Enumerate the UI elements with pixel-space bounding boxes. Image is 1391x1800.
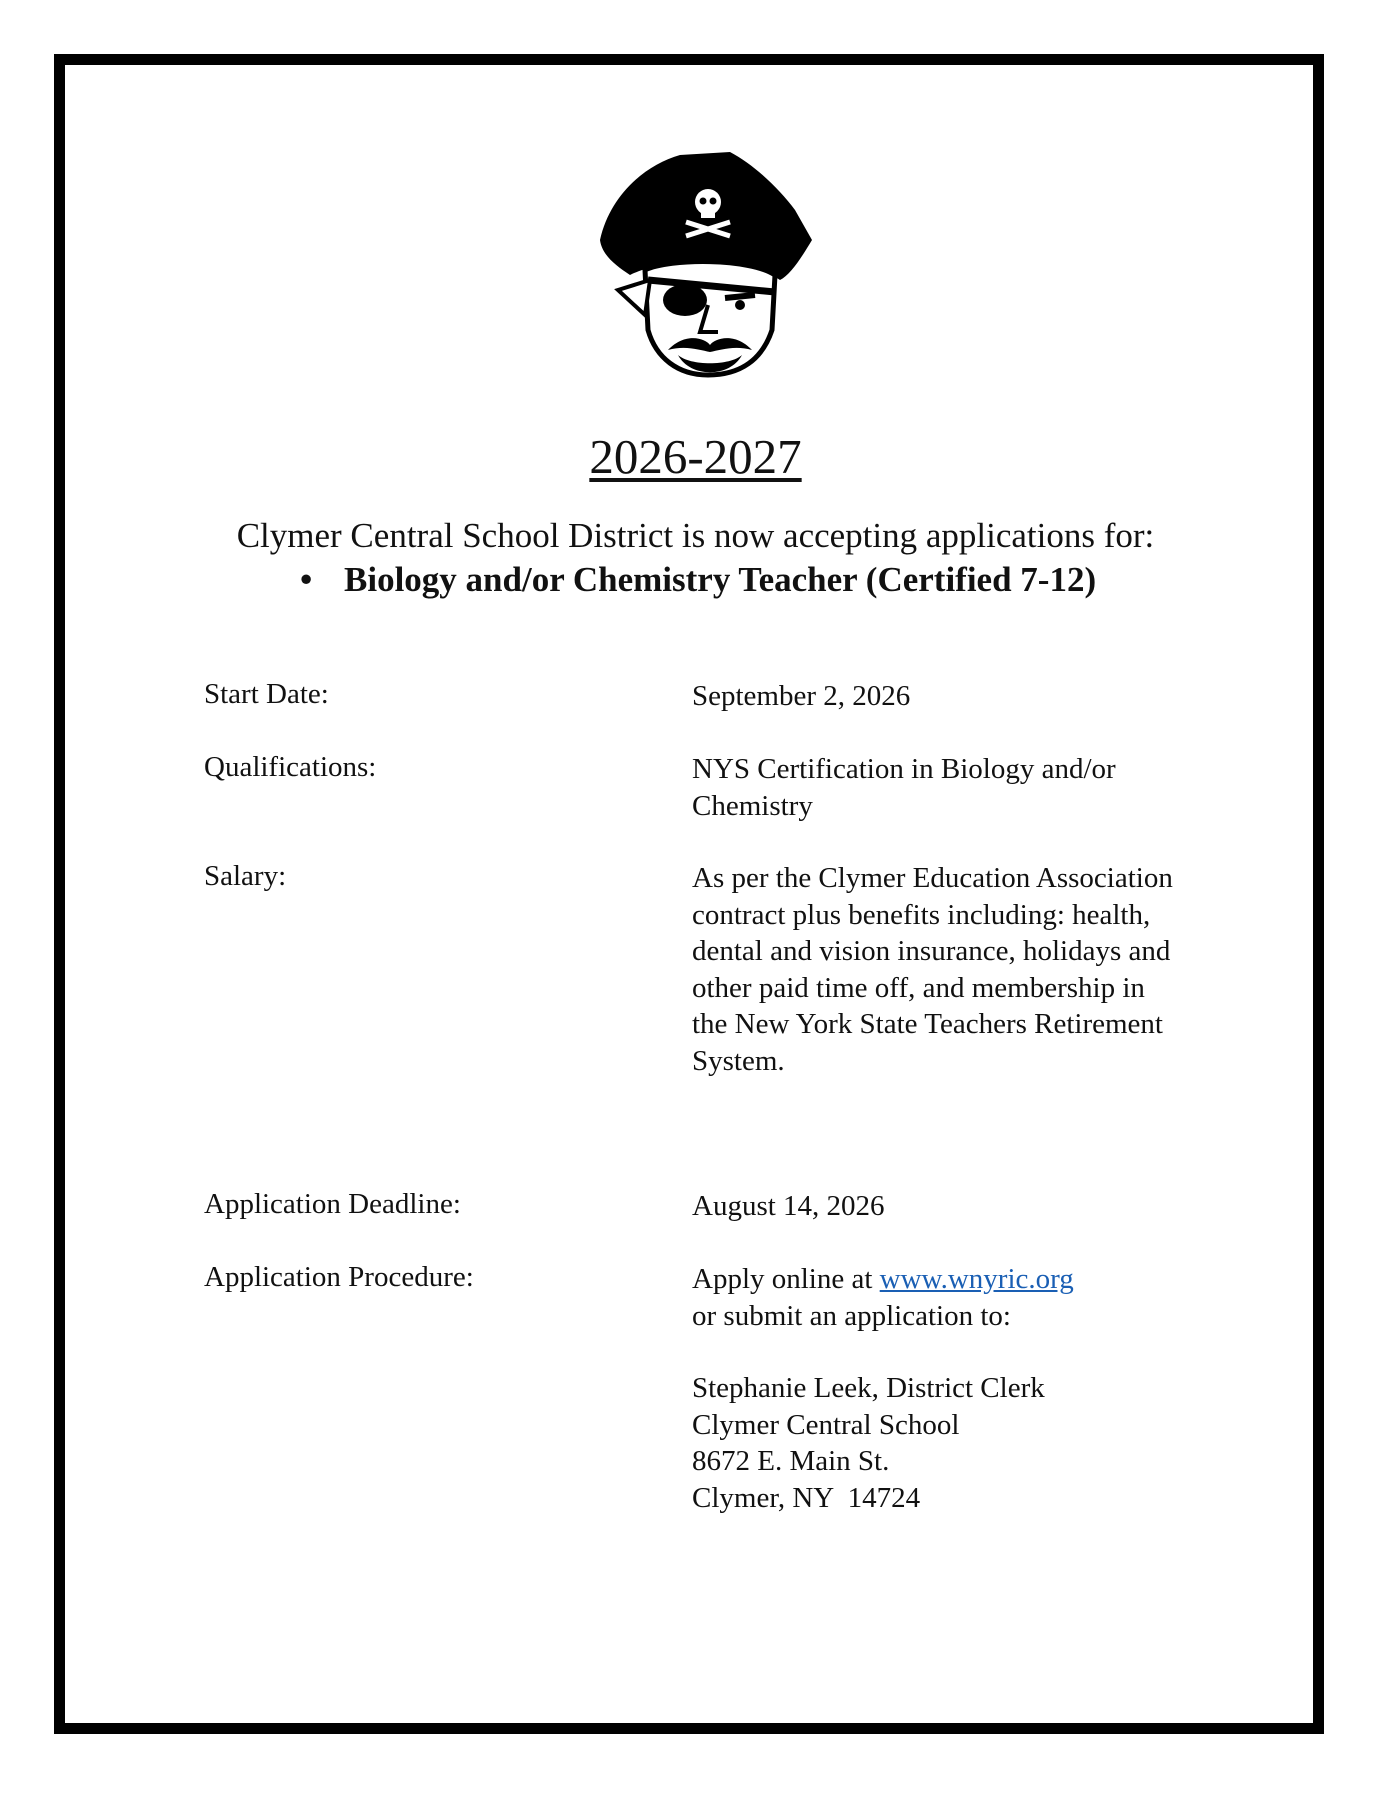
address-line: Clymer, NY 14724 xyxy=(692,1481,921,1514)
procedure-value xyxy=(692,1261,1192,1516)
procedure-suffix: or submit an application to: xyxy=(692,1299,1011,1332)
bullet-icon: • xyxy=(300,560,313,599)
qualifications-label: Qualifications: xyxy=(204,751,377,783)
salary-value: As per the Clymer Education Association contract plus benefits including: health, dental and vision insurance, holidays and other paid time off, and membership in the New York State Teachers Retirement System. xyxy=(692,862,1173,1077)
start-date-label: Start Date: xyxy=(204,678,329,710)
position-item xyxy=(300,560,1096,600)
address-line: Stephanie Leek, District Clerk xyxy=(692,1372,1045,1404)
deadline-label: Application Deadline: xyxy=(204,1188,461,1220)
address-line: 8672 E. Main St. xyxy=(692,1445,890,1477)
deadline-value: August 14, 2026 xyxy=(692,1190,885,1222)
salary-label: Salary: xyxy=(204,860,287,892)
intro-text: Clymer Central School District is now accepting applications for: xyxy=(236,516,1155,555)
qualifications-value: NYS Certification in Biology and/or Chemistry xyxy=(692,753,1116,822)
school-year: 2026-2027 xyxy=(589,429,802,484)
wnyric-link[interactable]: www.wnyric.org xyxy=(879,1263,1074,1295)
address-line: Clymer Central School xyxy=(692,1408,960,1441)
position-title: Biology and/or Chemistry Teacher (Certified 7-12) xyxy=(344,560,1097,599)
start-date-value: September 2, 2026 xyxy=(692,680,911,712)
procedure-label: Application Procedure: xyxy=(204,1261,474,1293)
procedure-prefix: Apply online at xyxy=(692,1263,873,1295)
procedure-online-line xyxy=(692,1261,1192,1298)
pirate-mascot-icon xyxy=(590,140,820,380)
